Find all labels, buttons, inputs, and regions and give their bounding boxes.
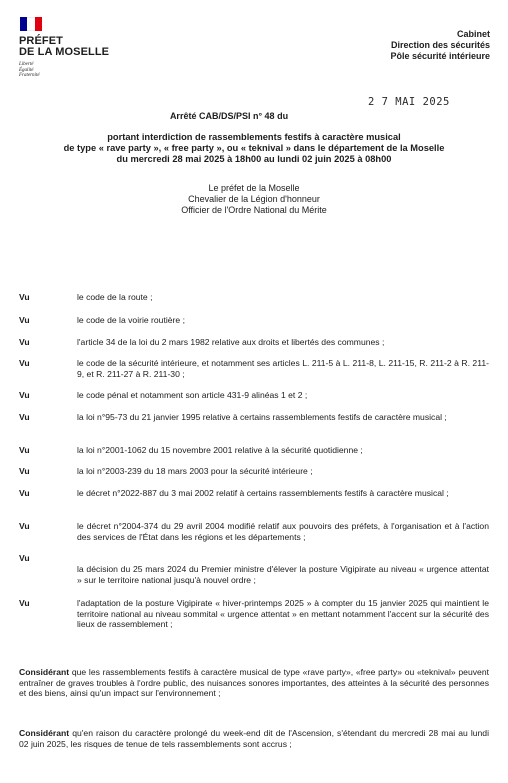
flag-blue-band — [20, 17, 27, 31]
vu-text: la loi n°2003-239 du 18 mars 2003 pour la sécurité intérieure ; — [77, 466, 313, 476]
prefect-title-line: Le préfet de la Moselle — [208, 183, 300, 193]
vu-key: Vu — [19, 598, 30, 608]
vu-item — [19, 598, 489, 630]
arrete-number: Arrêté CAB/DS/PSI n° 48 du — [169, 111, 289, 121]
vu-key: Vu — [19, 445, 30, 455]
considerant-text: qu'en raison du caractère prolongé du week-end dit de l'Ascension, s'étendant du mercredi 28 mai au lundi 02 juin 2025, les risques de tenue de tels rassemblements sont accrus ; — [19, 728, 489, 749]
prefect-title-line: Chevalier de la Légion d'honneur — [188, 194, 320, 204]
date-stamp: 2 7 MAI 2025 — [368, 96, 450, 108]
prefecture-name-line2: DE LA MOSELLE — [19, 46, 110, 58]
vu-text: la loi n°2001-1062 du 15 novembre 2001 relative à la sécurité quotidienne ; — [77, 445, 363, 455]
vu-key: Vu — [19, 337, 30, 347]
vu-item — [19, 337, 489, 348]
vu-text: le décret n°2004-374 du 29 avril 2004 modifié relatif aux pouvoirs des préfets, à l'organisation et à l'action des services de l'État dans les régions et les départements ; — [77, 521, 489, 542]
vu-item — [19, 445, 489, 456]
subject-line: du mercredi 28 mai 2025 à 18h00 au lundi 02 juin 2025 à 08h00 — [116, 154, 392, 164]
vu-key: Vu — [19, 315, 30, 325]
flag-red-band — [35, 17, 42, 31]
vu-item — [19, 521, 489, 542]
vu-item — [19, 466, 489, 477]
vu-item — [19, 412, 489, 423]
prefecture-name-line1: PRÉFET — [19, 35, 63, 47]
considerant-paragraph — [19, 667, 489, 699]
vu-key: Vu — [19, 466, 30, 476]
office-direction: Direction des sécurités — [390, 40, 490, 50]
considerant-text: que les rassemblements festifs à caractère musical de type «rave party», «free party» ou «teknival» peuvent entraîner de graves troubles à l'ordre public, des nuisances sonores importantes, des atteintes à la sécurité des personnes et des biens, ainsi qu'un impact sur l'environnement ; — [19, 667, 489, 699]
vu-text: le code de la voirie routière ; — [77, 315, 185, 325]
motto-liberte: Liberté — [19, 62, 34, 67]
motto-egalite: Égalité — [19, 67, 34, 73]
vu-text: l'adaptation de la posture Vigipirate « hiver-printemps 2025 » à compter du 15 janvier 2025 qui maintient le territoire national au niveau sommital « urgence attentat » en mettant notamment l'accent sur la sécurité des lieux de rassemblement ; — [77, 598, 489, 630]
office-cabinet: Cabinet — [456, 29, 490, 39]
vu-text: la loi n°95-73 du 21 janvier 1995 relative à certains rassemblements festifs de caractère musical ; — [77, 412, 447, 422]
vu-item — [19, 292, 489, 303]
vu-text: l'article 34 de la loi du 2 mars 1982 relative aux droits et libertés des communes ; — [77, 337, 385, 347]
office-pole: Pôle sécurité intérieure — [390, 51, 490, 61]
office-block — [390, 29, 490, 62]
vu-key: Vu — [19, 358, 30, 368]
subject-line: de type « rave party », « free party », ou « teknival » dans le département de la Moselle — [63, 143, 445, 153]
motto-fraternite: Fraternité — [19, 73, 40, 78]
vu-item — [19, 553, 489, 585]
vu-item — [19, 315, 489, 326]
subject-line: portant interdiction de rassemblements festifs à caractère musical — [107, 132, 401, 142]
prefect-title — [0, 183, 508, 216]
vu-item — [19, 358, 489, 379]
prefecture-name — [19, 36, 109, 58]
flag-white-band — [27, 17, 34, 31]
republic-motto — [19, 62, 109, 79]
marianne-flag-icon — [20, 17, 42, 31]
vu-item — [19, 488, 489, 499]
vu-text: le code de la route ; — [77, 292, 153, 302]
prefect-title-line: Officier de l'Ordre National du Mérite — [181, 205, 327, 215]
prefecture-logo — [19, 17, 109, 79]
vu-text: le code pénal et notamment son article 431-9 alinéas 1 et 2 ; — [77, 390, 308, 400]
vu-key: Vu — [19, 488, 30, 498]
vu-text: le décret n°2022-887 du 3 mai 2002 relatif à certains rassemblements festifs à caractère musical ; — [77, 488, 449, 498]
vu-key: Vu — [19, 521, 30, 531]
vu-key: Vu — [19, 553, 30, 563]
vu-text: la décision du 25 mars 2024 du Premier ministre d'élever la posture Vigipirate au niveau « urgence attentat » sur le territoire national jusqu'à nouvel ordre ; — [77, 564, 489, 585]
vu-text: le code de la sécurité intérieure, et notamment ses articles L. 211-5 à L. 211-8, L. 211-15, R. 211-2 à R. 211-9, et R. 211-27 à R. 211-30 ; — [77, 358, 489, 379]
considerant-lead: Considérant — [19, 667, 70, 677]
vu-key: Vu — [19, 390, 30, 400]
considerant-paragraph — [19, 728, 489, 749]
vu-key: Vu — [19, 412, 30, 422]
vu-item — [19, 390, 489, 401]
arrete-subject — [0, 132, 508, 165]
considerant-lead: Considérant — [19, 728, 70, 738]
vu-key: Vu — [19, 292, 30, 302]
